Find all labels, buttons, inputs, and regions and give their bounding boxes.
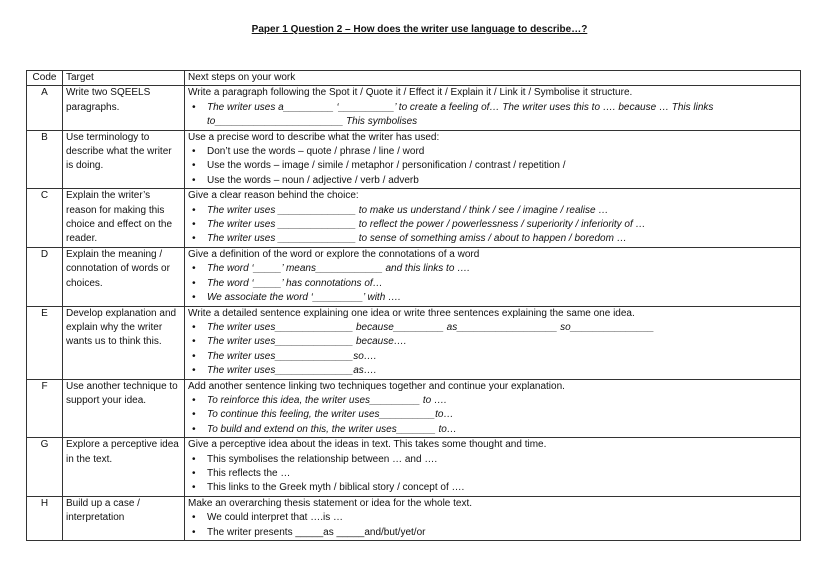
row-code: G xyxy=(27,438,63,497)
row-code: C xyxy=(27,189,63,248)
row-target: Explain the writer’s reason for making this choice and effect on the reader. xyxy=(63,189,185,248)
list-item: • To build and extend on this, the writer uses_______ to… xyxy=(188,423,797,437)
row-target: Explain the meaning / connotation of words or choices. xyxy=(63,247,185,306)
row-code: D xyxy=(27,247,63,306)
bullet-list xyxy=(188,394,797,437)
row-next-steps xyxy=(185,379,801,438)
row-next-steps xyxy=(185,438,801,497)
bullet-list xyxy=(188,321,797,379)
list-item: • The writer uses______________ because…. xyxy=(188,335,797,349)
row-next-steps xyxy=(185,247,801,306)
row-code: E xyxy=(27,306,63,379)
row-next-steps xyxy=(185,306,801,379)
row-intro: Make an overarching thesis statement or idea for the whole text. xyxy=(188,497,473,509)
bullet-list xyxy=(188,453,797,496)
list-item: • The writer presents _____as _____and/but/yet/or xyxy=(188,526,797,540)
table-row xyxy=(27,86,801,130)
table-row xyxy=(27,130,801,189)
row-target: Write two SQEELS paragraphs. xyxy=(63,86,185,130)
list-item: • We associate the word ‘_________’ with …. xyxy=(188,291,797,305)
table-row xyxy=(27,247,801,306)
list-item: • This links to the Greek myth / biblical story / concept of …. xyxy=(188,481,797,495)
row-intro: Use a precise word to describe what the writer has used: xyxy=(188,131,440,143)
row-next-steps xyxy=(185,130,801,189)
row-next-steps xyxy=(185,189,801,248)
bullet-list xyxy=(188,262,797,305)
table-row xyxy=(27,496,801,540)
row-target: Explore a perceptive idea in the text. xyxy=(63,438,185,497)
row-target: Develop explanation and explain why the writer wants us to think this. xyxy=(63,306,185,379)
row-target: Build up a case / interpretation xyxy=(63,496,185,540)
table-header-row xyxy=(27,71,801,86)
list-item: • The writer uses ______________ to reflect the power / powerlessness / superiority / inferiority of … xyxy=(188,218,797,232)
list-item: • The word ‘_____’ means____________ and this links to …. xyxy=(188,262,797,276)
table-row xyxy=(27,189,801,248)
bullet-list xyxy=(188,511,797,540)
list-item: • Use the words – image / simile / metaphor / personification / contrast / repetition / xyxy=(188,159,797,173)
row-intro: Write a detailed sentence explaining one idea or write three sentences explaining the same one idea. xyxy=(188,307,635,319)
list-item: • The writer uses______________as…. xyxy=(188,364,797,378)
list-item: • To continue this feeling, the writer uses__________to… xyxy=(188,408,797,422)
list-item: • The writer uses______________ because_________ as__________________ so_______________ xyxy=(188,321,797,335)
list-item: • This symbolises the relationship between … and …. xyxy=(188,453,797,467)
list-item: • This reflects the … xyxy=(188,467,797,481)
list-item: • The writer uses ______________ to make us understand / think / see / imagine / realise … xyxy=(188,204,797,218)
row-next-steps xyxy=(185,86,801,130)
table-row xyxy=(27,438,801,497)
bullet-list xyxy=(188,101,797,130)
header-target: Target xyxy=(63,71,185,86)
targets-table xyxy=(26,70,801,541)
row-intro: Write a paragraph following the Spot it / Quote it / Effect it / Explain it / Link it / Symbolise it structure. xyxy=(188,87,633,99)
bullet-list xyxy=(188,204,797,247)
row-intro: Add another sentence linking two techniques together and continue your explanation. xyxy=(188,380,565,392)
row-intro: Give a perceptive idea about the ideas in text. This takes some thought and time. xyxy=(188,439,547,451)
row-code: F xyxy=(27,379,63,438)
row-code: B xyxy=(27,130,63,189)
table-row xyxy=(27,379,801,438)
row-target: Use terminology to describe what the writer is doing. xyxy=(63,130,185,189)
header-next-steps: Next steps on your work xyxy=(185,71,801,86)
list-item: • Use the words – noun / adjective / verb / adverb xyxy=(188,174,797,188)
list-item: • Don’t use the words – quote / phrase / line / word xyxy=(188,145,797,159)
table-row xyxy=(27,306,801,379)
list-item: • To reinforce this idea, the writer uses_________ to …. xyxy=(188,394,797,408)
row-target: Use another technique to support your idea. xyxy=(63,379,185,438)
row-intro: Give a clear reason behind the choice: xyxy=(188,190,359,202)
header-code: Code xyxy=(27,71,63,86)
row-next-steps xyxy=(185,496,801,540)
list-item: • The writer uses______________so…. xyxy=(188,350,797,364)
page-title: Paper 1 Question 2 – How does the writer use language to describe…? xyxy=(251,24,588,35)
row-intro: Give a definition of the word or explore the connotations of a word xyxy=(188,248,480,260)
bullet-list xyxy=(188,145,797,188)
list-item: • We could interpret that ….is … xyxy=(188,511,797,525)
list-item: • The writer uses ______________ to sense of something amiss / about to happen / boredom … xyxy=(188,232,797,246)
list-item: • The writer uses a_________ ‘__________’ to create a feeling of… The writer uses this to …. because … This links to_______________________ This symbolises xyxy=(188,101,797,130)
list-item: • The word ‘_____’ has connotations of… xyxy=(188,277,797,291)
row-code: A xyxy=(27,86,63,130)
row-code: H xyxy=(27,496,63,540)
